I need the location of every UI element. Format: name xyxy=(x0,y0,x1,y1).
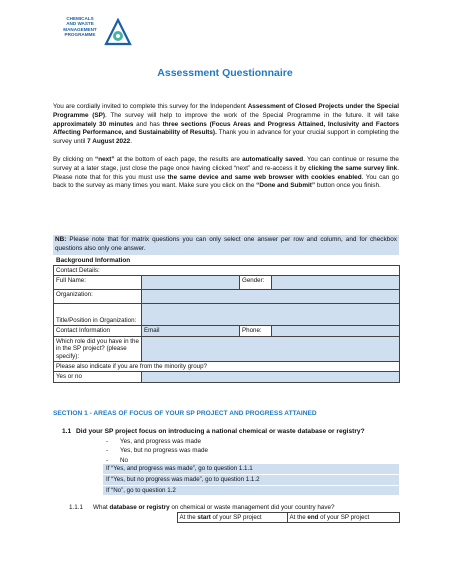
background-title: Background Information xyxy=(56,257,131,264)
column-end-header: At the end of your SP project xyxy=(287,513,399,523)
skip-logic-box xyxy=(103,464,399,496)
option-no[interactable]: - No xyxy=(106,456,129,464)
logo-triangle-icon xyxy=(104,18,132,48)
start-end-table xyxy=(103,512,400,523)
option-yes-no-progress[interactable]: - Yes, but no progress was made xyxy=(106,447,208,455)
table-row xyxy=(54,290,400,304)
contact-details-label: Contact Details: xyxy=(54,266,400,276)
full-name-label: Full Name: xyxy=(54,276,142,290)
role-field[interactable] xyxy=(142,336,400,361)
page-title: Assessment Questionnaire xyxy=(157,67,293,79)
gender-label: Gender: xyxy=(240,276,272,290)
full-name-field[interactable] xyxy=(142,276,240,290)
skip-instruction: If “No”, go to question 1.2 xyxy=(103,486,399,497)
background-table xyxy=(53,265,400,383)
option-yes-progress[interactable]: - Yes, and progress was made xyxy=(106,438,201,445)
title-position-field[interactable] xyxy=(142,304,400,326)
skip-instruction: If “Yes, but no progress was made”, go to question 1.1.2 xyxy=(103,475,399,486)
yes-no-label: Yes or no xyxy=(54,372,142,382)
skip-instruction: If “Yes, and progress was made”, go to question 1.1.1 xyxy=(103,464,399,475)
programme-logo xyxy=(56,16,136,50)
table-row xyxy=(54,372,400,382)
phone-field[interactable] xyxy=(272,326,400,336)
table-row xyxy=(54,362,400,372)
table-row xyxy=(54,326,400,336)
role-label: Which role did you have in the in the SP project? (please specify): xyxy=(54,336,142,361)
column-start-header: At the start of your SP project xyxy=(177,513,287,523)
table-row xyxy=(103,513,399,523)
title-position-label: Title/Position in Organization: xyxy=(54,304,142,326)
gender-field[interactable] xyxy=(272,276,400,290)
logo-text: CHEMICALS AND WASTE MANAGEMENT PROGRAMME xyxy=(63,16,97,38)
table-row xyxy=(54,276,400,290)
contact-info-label: Contact Information xyxy=(54,326,142,336)
nb-note: NB: Please note that for matrix questions you can only select one answer per row and column, and for checkbox questions also only one answer. xyxy=(53,235,399,255)
email-field[interactable] xyxy=(142,326,240,336)
question-1-1-options xyxy=(106,437,208,465)
empty-header-cell xyxy=(103,513,177,523)
organization-field[interactable] xyxy=(142,290,400,304)
question-1-1: 1.1 Did your SP project focus on introducing a national chemical or waste database or registry? xyxy=(62,428,365,435)
organization-label: Organization: xyxy=(54,290,142,304)
intro-paragraph-2: By clicking on “next” at the bottom of each page, the results are automatically saved. You can continue or resume the survey at a later stage, just close the page once having clicked “next” and re-access it by clicking the same survey link. Please note that for this you must use the same device and same web browser with cookies enabled. You can go back to the survey as many times you want. Make sure you click on the “Done and Submit” button once you finish. xyxy=(53,156,400,190)
email-label: Email xyxy=(144,327,160,335)
minority-field[interactable] xyxy=(142,372,400,382)
question-1-1-1: 1.1.1 What database or registry on chemical or waste management did your country have? xyxy=(69,504,335,511)
table-row xyxy=(54,304,400,326)
section-1-heading: SECTION 1 - AREAS OF FOCUS OF YOUR SP PROJECT AND PROGRESS ATTAINED xyxy=(53,410,317,417)
table-row xyxy=(54,266,400,276)
intro-paragraph-1: You are cordially invited to complete this survey for the Independent Assessment of Closed Projects under the Special Programme (SP). The survey will help to improve the work of the Special Programme in the future. It will take approximately 30 minutes and has three sections (Focus Areas and Progress Attained, Inclusivity and Factors Affecting Performance, and Sustainability of Results). Thank you in advance for your crucial support in completing the survey until 7 August 2022. xyxy=(53,103,400,146)
phone-label: Phone: xyxy=(240,326,272,336)
table-row xyxy=(54,336,400,361)
minority-question: Please also indicate if you are from the minority group? xyxy=(54,362,400,372)
